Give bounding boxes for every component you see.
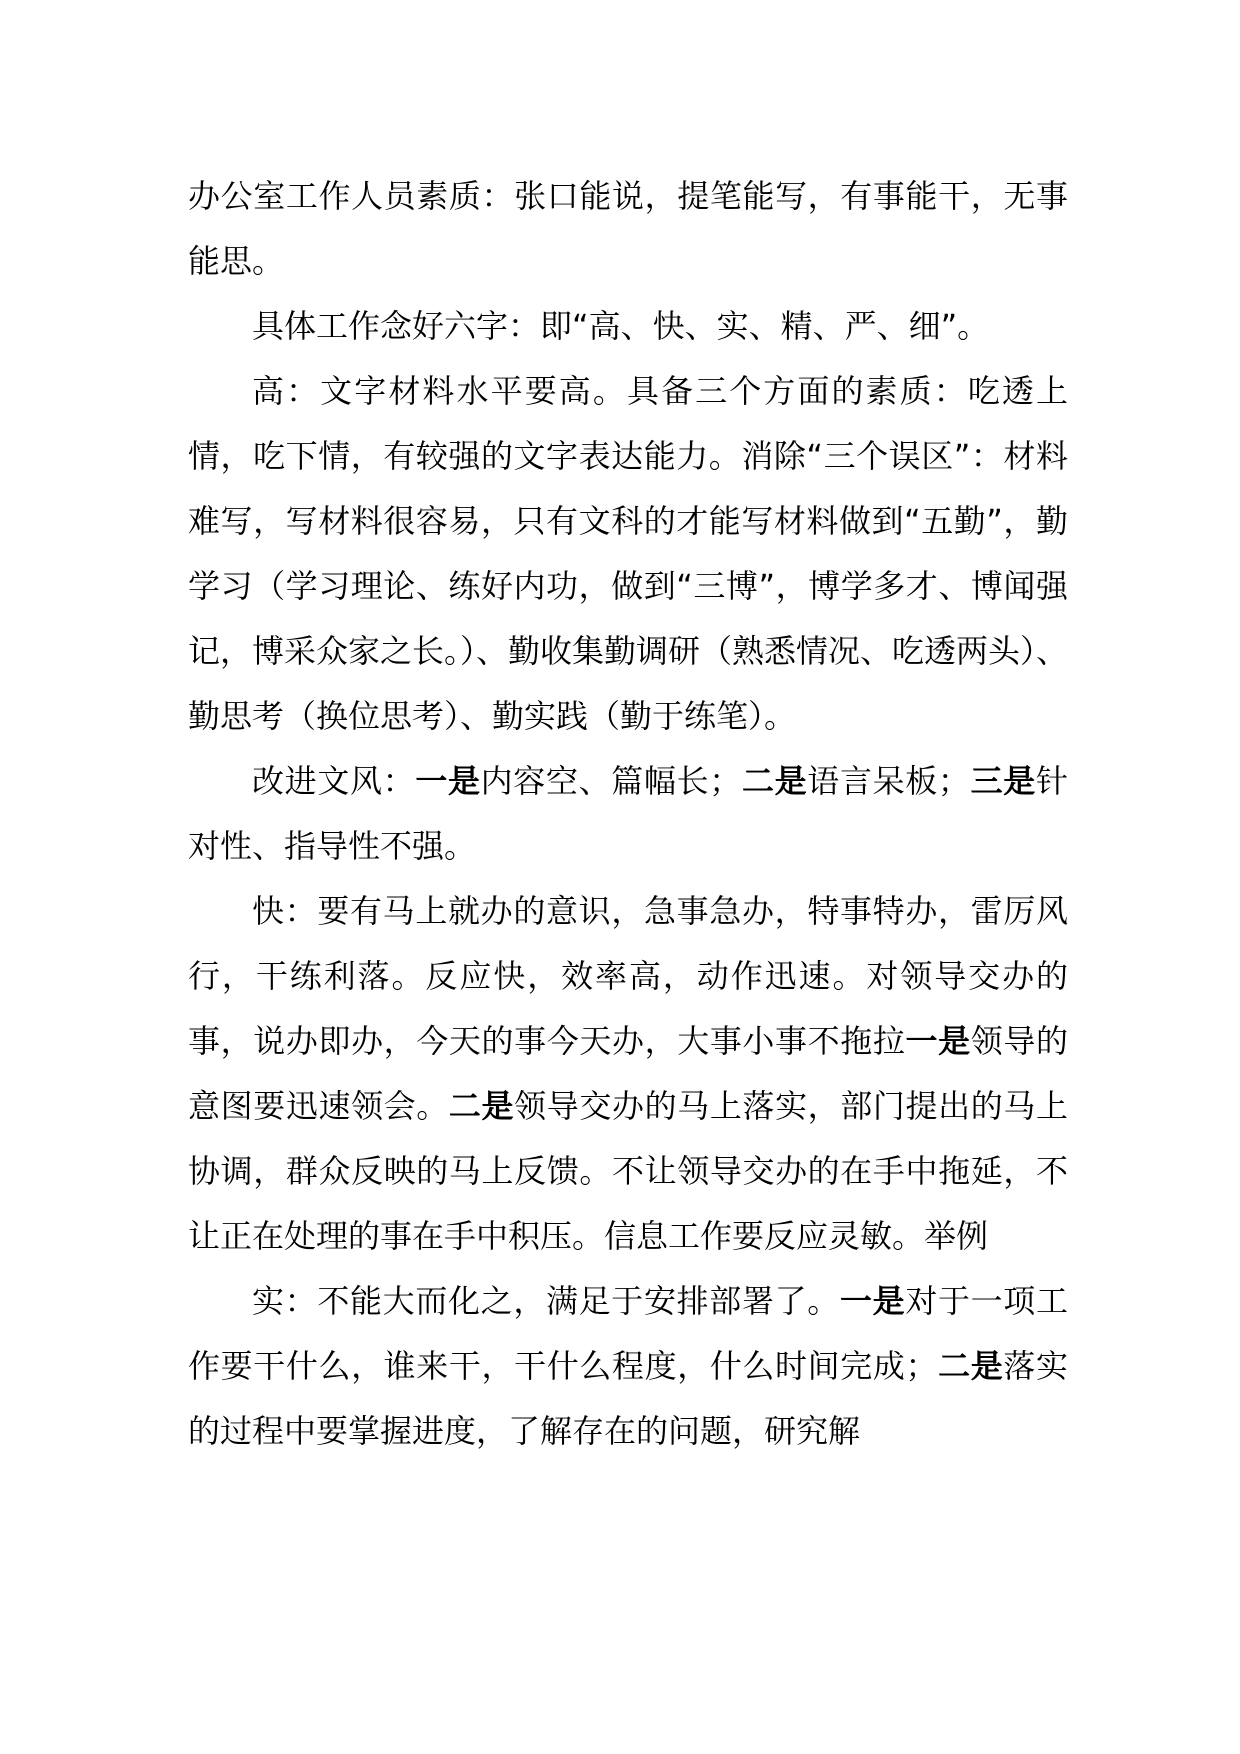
text-segment: 实：不能大而化之，满足于安排部署了。 xyxy=(252,1282,840,1320)
text-segment: 改进文风： xyxy=(252,762,416,800)
text-segment: 落实的过程中要掌握进度，了解存在的问题，研究解 xyxy=(188,1347,1068,1450)
text-segment: 具体工作念好六字：即“高、快、实、精、严、细”。 xyxy=(252,307,990,345)
text-segment: 领导的意图要迅速领会。 xyxy=(188,1022,1068,1125)
paragraph xyxy=(188,164,1068,294)
bold-text-segment: 三是 xyxy=(969,762,1036,800)
bold-text-segment: 一是 xyxy=(905,1022,971,1060)
paragraph xyxy=(188,749,1068,879)
text-segment: 高：文字材料水平要高。具备三个方面的素质：吃透上情，吃下情，有较强的文字表达能力。消除“三个误区”：材料难写，写材料很容易，只有文科的才能写材料做到“五勤”，勤学习（学习理论、练好内功，做到“三博”，博学多才、博闻强记，博采众家之长。）、勤收集勤调研（熟悉情况、吃透两头）、勤思考（换位思考）、勤实践（勤于练笔）。 xyxy=(188,372,1069,735)
paragraph xyxy=(188,294,1068,359)
text-segment: 办公室工作人员素质：张口能说，提笔能写，有事能干，无事能思。 xyxy=(188,177,1068,280)
text-segment: 对于一项工作要干什么，谁来干，干什么程度，什么时间完成； xyxy=(188,1282,1068,1385)
text-segment: 内容空、篇幅长； xyxy=(480,762,742,800)
document-body xyxy=(188,164,1068,1464)
text-segment: 快：要有马上就办的意识，急事急办，特事特办，雷厉风行，干练利落。反应快，效率高，动作迅速。对领导交办的事，说办即办，今天的事今天办，大事小事不拖拉 xyxy=(188,892,1068,1060)
bold-text-segment: 二是 xyxy=(741,762,808,800)
bold-text-segment: 一是 xyxy=(415,762,481,800)
bold-text-segment: 一是 xyxy=(839,1282,906,1320)
bold-text-segment: 二是 xyxy=(448,1087,515,1125)
text-segment: 针对性、指导性不强。 xyxy=(188,762,1068,865)
paragraph xyxy=(188,879,1068,1269)
paragraph xyxy=(188,359,1068,749)
text-segment: 领导交办的马上落实，部门提出的马上协调，群众反映的马上反馈。不让领导交办的在手中拖延，不让正在处理的事在手中积压。信息工作要反应灵敏。举例 xyxy=(188,1087,1068,1255)
bold-text-segment: 二是 xyxy=(937,1347,1004,1385)
text-segment: 语言呆板； xyxy=(807,762,970,800)
paragraph xyxy=(188,1269,1068,1464)
